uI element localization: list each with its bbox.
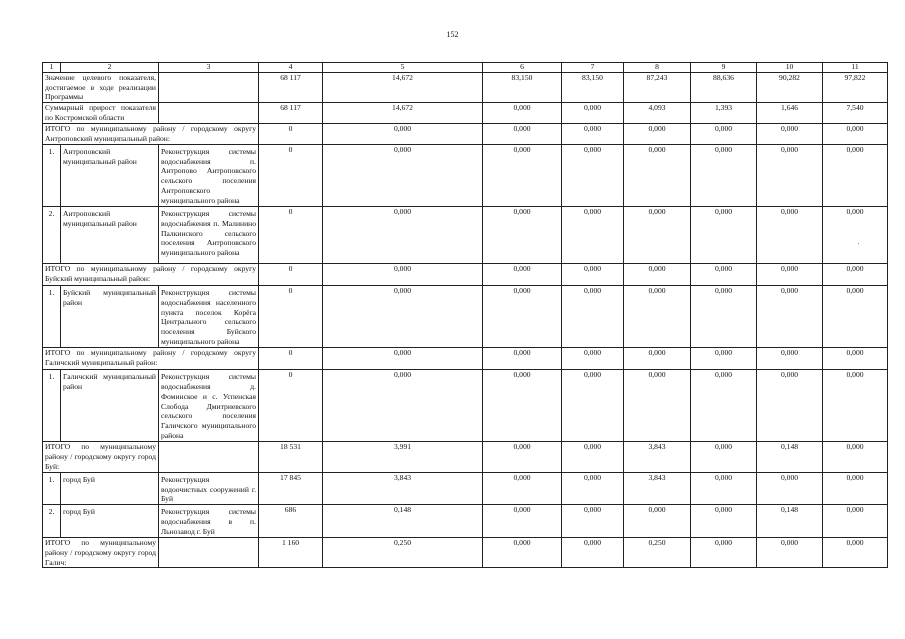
project-description: Реконструкция водоочистных сооружений г. Буй [159,472,259,505]
table-body [43,63,888,568]
value-cell: 0,000 [624,124,691,145]
row-label: ИТОГО по муниципальному району / городскому округу Буйский муниципальный район: [43,263,259,285]
header-row [43,63,888,73]
value-cell: 0,000 [483,285,562,347]
value-cell: 0,000 [562,206,624,263]
value-cell: 87,243 [624,72,691,103]
value-cell: 0,000 [562,285,624,347]
value-cell: 0,000 [691,144,757,206]
row-index: 2. [43,206,61,263]
value-cell: 1 160 [259,537,323,568]
value-cell: 0,000 [483,263,562,285]
project-description: Реконструкция системы водоснабжения п. Малинино Палкинского сельского поселения Антроповского муниципального района [159,206,259,263]
value-cell: 0,000 [562,103,624,124]
value-cell: 0,000 [823,124,888,145]
value-cell: 0,000 [562,348,624,370]
value-cell: 4,093 [624,103,691,124]
total-row [43,124,888,145]
value-cell: 0,000 [691,505,757,538]
value-cell: 0,000 [483,472,562,505]
column-header: 11 [823,63,888,73]
value-cell: 0,000 [562,124,624,145]
table-row [43,285,888,347]
project-description: Реконструкция системы водоснабжения д. Фоминское и с. Успенская Слобода Дмитриевского сельского поселения Галичского муниципального района [159,370,259,442]
municipality-name: Антроповский муниципальный район [61,144,159,206]
value-cell: 0,000 [483,103,562,124]
table-row [43,472,888,505]
municipality-name: Буйский муниципальный район [61,285,159,347]
value-cell: 0,000 [691,370,757,442]
row-label: Значение целевого показателя, достигаемое в ходе реализации Программы [43,72,159,103]
value-cell: 0,000 [823,348,888,370]
value-cell: 0,000 [691,263,757,285]
value-cell: 0,000 [757,285,823,347]
column-header: 2 [61,63,159,73]
value-cell: 18 531 [259,442,323,473]
total-row [43,348,888,370]
value-cell: 0,000 [562,370,624,442]
total-row [43,537,888,568]
value-cell: 0,000 [562,505,624,538]
value-cell: 0,000 [757,124,823,145]
value-cell: 0,000 [757,472,823,505]
total-row [43,103,888,124]
total-row [43,72,888,103]
table-row [43,206,888,263]
value-cell: 7,540 [823,103,888,124]
value-cell: 0,000 [483,505,562,538]
value-cell: 0 [259,370,323,442]
value-cell: 0,148 [757,505,823,538]
row-label: ИТОГО по муниципальному району / городскому округу Галичский муниципальный район: [43,348,259,370]
project-description: Реконструкция системы водоснабжения в п. Льнозавод г. Буй [159,505,259,538]
value-cell: 0,000 [823,537,888,568]
value-cell: 68 117 [259,72,323,103]
value-cell: 0,000 [691,124,757,145]
value-cell: 0,000 [323,285,483,347]
value-cell: 83,150 [483,72,562,103]
municipality-name: Галичский муниципальный район [61,370,159,442]
value-cell: 3,991 [323,442,483,473]
column-header: 3 [159,63,259,73]
value-cell: 90,282 [757,72,823,103]
row-index: 1. [43,144,61,206]
row-label: Суммарный прирост показателя по Костромской области [43,103,159,124]
value-cell: 0,000 [823,472,888,505]
value-cell: 17 845 [259,472,323,505]
total-row [43,442,888,473]
value-cell: 0,000 [624,285,691,347]
value-cell: 0,148 [323,505,483,538]
value-cell: 0 [259,124,323,145]
value-cell: 68 117 [259,103,323,124]
table-row [43,370,888,442]
value-cell: 0,000 [757,537,823,568]
page-number: 152 [446,30,459,39]
empty-cell [159,103,259,124]
value-cell: 3,843 [323,472,483,505]
table-row [43,144,888,206]
value-cell: 0,000 [323,206,483,263]
column-header: 4 [259,63,323,73]
value-cell: 0,000 [323,263,483,285]
value-cell: 0,000 [562,263,624,285]
empty-cell [159,72,259,103]
value-cell: 0,000 [823,144,888,206]
column-header: 9 [691,63,757,73]
municipality-name: город Буй [61,505,159,538]
value-cell: 0,148 [757,442,823,473]
scan-mark [858,243,859,244]
value-cell: 0,000 [823,263,888,285]
row-index: 2. [43,505,61,538]
empty-cell [159,442,259,473]
value-cell: 14,672 [323,72,483,103]
value-cell: 0,000 [562,144,624,206]
project-description: Реконструкция системы водоснабжения населенного пункта поселок Корёга Центрального сельского поселения Буйского муниципального района [159,285,259,347]
value-cell: 88,636 [691,72,757,103]
value-cell: 0 [259,206,323,263]
value-cell: 3,843 [624,472,691,505]
value-cell: 0,000 [483,537,562,568]
value-cell: 0,000 [757,348,823,370]
value-cell: 14,672 [323,103,483,124]
value-cell: 0,000 [483,124,562,145]
value-cell: 0,000 [823,370,888,442]
value-cell: 0,000 [757,206,823,263]
value-cell: 0,000 [483,348,562,370]
total-row [43,263,888,285]
value-cell: 0 [259,285,323,347]
value-cell: 0,000 [624,144,691,206]
value-cell: 0 [259,348,323,370]
value-cell: 0,000 [757,263,823,285]
value-cell: 0,250 [624,537,691,568]
value-cell: 0,000 [624,263,691,285]
row-index: 1. [43,285,61,347]
value-cell: 0,000 [323,348,483,370]
row-label: ИТОГО по муниципальному району / городскому округу город Галич: [43,537,159,568]
column-header: 7 [562,63,624,73]
value-cell: 0,000 [691,442,757,473]
value-cell: 0,000 [757,144,823,206]
empty-cell [159,537,259,568]
value-cell: 3,843 [624,442,691,473]
row-label: ИТОГО по муниципальному району / городскому округу город Буй: [43,442,159,473]
value-cell: 0,000 [562,442,624,473]
column-header: 8 [624,63,691,73]
value-cell: 0,000 [691,537,757,568]
value-cell: 97,822 [823,72,888,103]
value-cell: 0,000 [562,472,624,505]
value-cell: 0,000 [483,144,562,206]
value-cell: 0,000 [323,124,483,145]
municipality-name: Антроповский муниципальный район [61,206,159,263]
value-cell: 0,000 [323,144,483,206]
value-cell: 83,150 [562,72,624,103]
column-header: 6 [483,63,562,73]
value-cell: 0,000 [562,537,624,568]
column-header: 5 [323,63,483,73]
data-table [42,62,888,568]
value-cell: 0,000 [823,206,888,263]
value-cell: 0,000 [823,285,888,347]
value-cell: 0,000 [323,370,483,442]
table-row [43,505,888,538]
value-cell: 0,000 [483,442,562,473]
value-cell: 0,000 [624,348,691,370]
value-cell: 0,250 [323,537,483,568]
value-cell: 0,000 [483,370,562,442]
value-cell: 0,000 [691,472,757,505]
value-cell: 1,393 [691,103,757,124]
value-cell: 0,000 [624,206,691,263]
municipality-name: город Буй [61,472,159,505]
value-cell: 0 [259,263,323,285]
value-cell: 0,000 [624,370,691,442]
value-cell: 0,000 [483,206,562,263]
value-cell: 0,000 [823,505,888,538]
row-index: 1. [43,370,61,442]
project-description: Реконструкция системы водоснабжения п. Антропово Антроповского сельского поселения Антроповского муниципального района [159,144,259,206]
value-cell: 0,000 [691,206,757,263]
value-cell: 0,000 [691,348,757,370]
row-index: 1. [43,472,61,505]
value-cell: 0,000 [823,442,888,473]
value-cell: 0,000 [691,285,757,347]
value-cell: 0,000 [757,370,823,442]
value-cell: 0,000 [624,505,691,538]
value-cell: 1,646 [757,103,823,124]
value-cell: 686 [259,505,323,538]
row-label: ИТОГО по муниципальному району / городскому округу Антроповский муниципальный район: [43,124,259,145]
column-header: 1 [43,63,61,73]
column-header: 10 [757,63,823,73]
value-cell: 0 [259,144,323,206]
